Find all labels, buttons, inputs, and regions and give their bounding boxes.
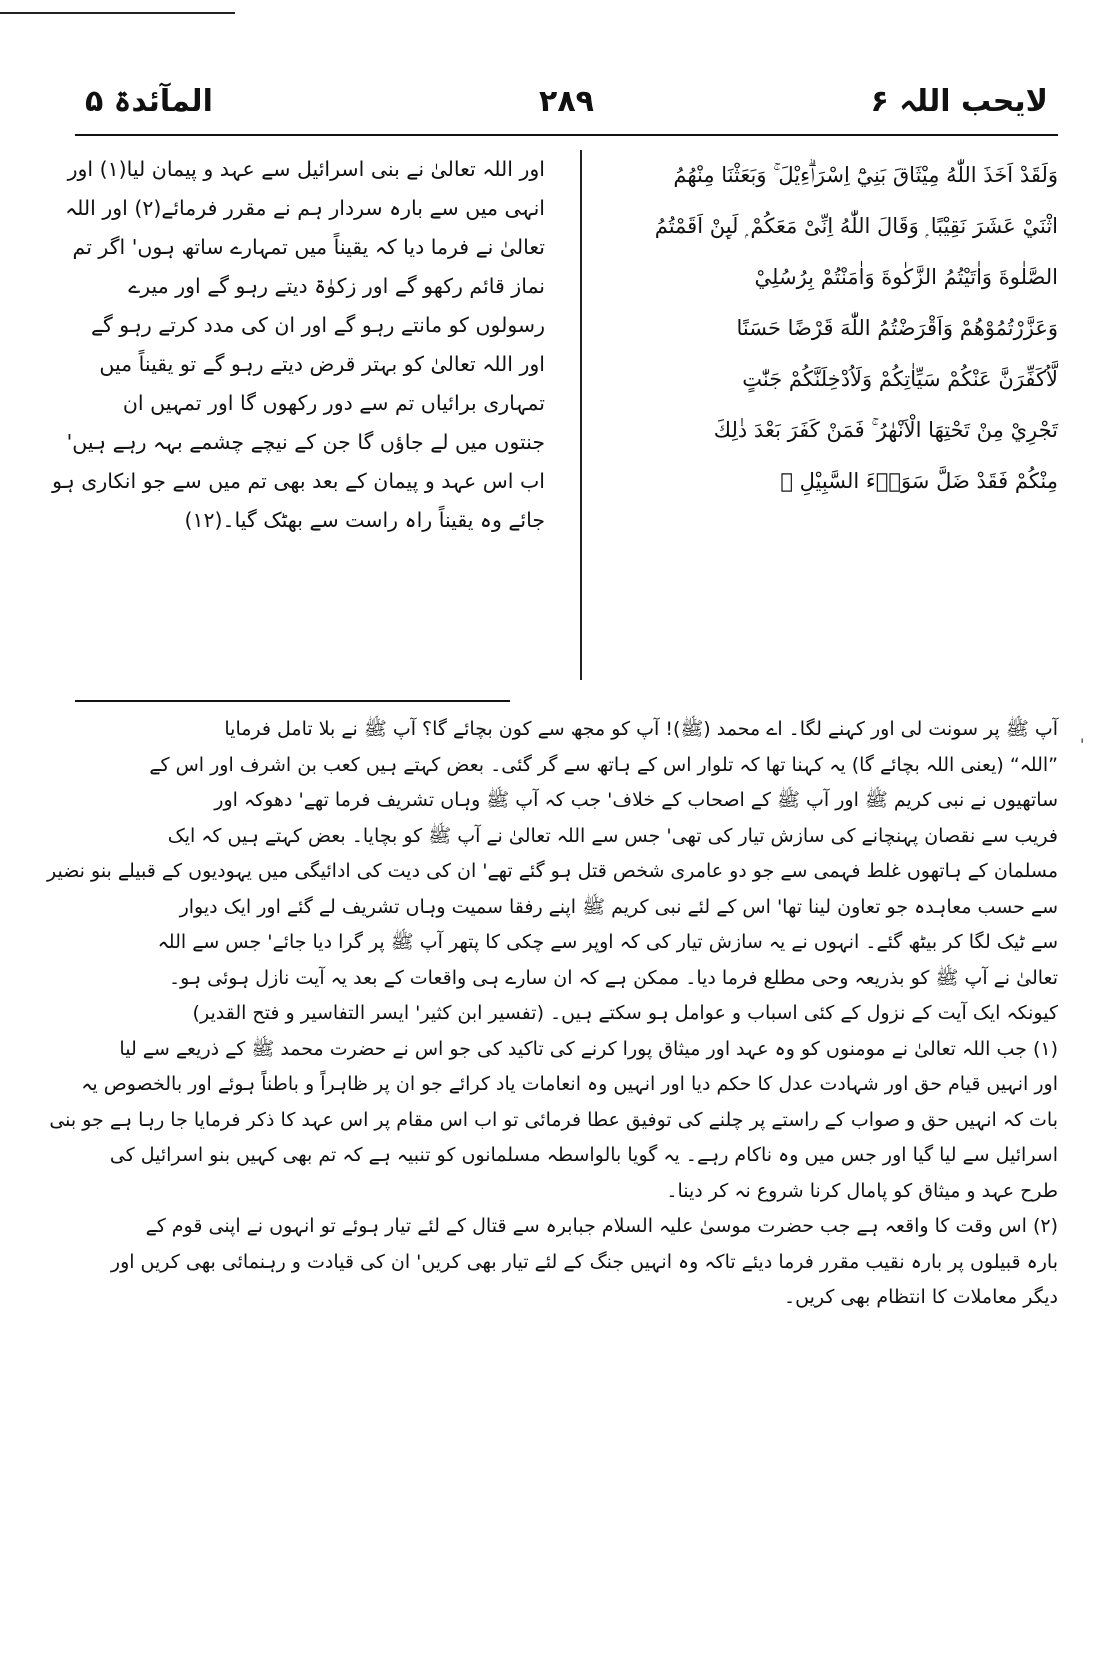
footnote-rule [75,700,510,702]
commentary-line: سے حسب معاہدہ جو تعاون لینا تھا' اس کے لئے نبی کریم ﷺ اپنے رفقا سمیت وہاں تشریف لے گئے اور ایک دیوار [179,895,1058,918]
translation-line: تعالیٰ نے فرما دیا کہ یقیناً میں تمہارے ساتھ ہوں' اگر تم [72,235,545,259]
arabic-line: الصَّلٰوةَ وَاٰتَيْتُمُ الزَّكٰوةَ وَاٰمَنْتُمْ بِرُسُلِيْ [754,265,1058,289]
footnote-line: (۱) جب اللہ تعالیٰ نے مومنوں کو وہ عہد اور میثاق پورا کرنے کی تاکید کی جو اس نے حضرت محمد ﷺ کے ذریعے سے لیا [119,1037,1058,1060]
arabic-line: مِنْكُمْ فَقَدْ ضَلَّ سَوَاۗءَ السَّبِيْلِ ⑫ [780,469,1058,493]
footnote-line: بارہ قبیلوں پر بارہ نقیب مقرر فرما دیئے تاکہ وہ انہیں جنگ کے لئے تیار بھی کریں' ان کی قیادت و رہنمائی بھی کریں اور [110,1250,1058,1273]
arabic-line: وَعَزَّرْتُمُوْهُمْ وَاَقْرَضْتُمُ اللّٰهَ قَرْضًا حَسَنًا [736,316,1058,340]
translation-line: جنتوں میں لے جاؤں گا جن کے نیچے چشمے بہہ رہے ہیں' [66,430,545,454]
juz-name: لایحب اللہ ۶ [870,84,1048,119]
commentary-line: آپ ﷺ پر سونت لی اور کہنے لگا۔ اے محمد (ﷺ)! آپ کو مجھ سے کون بچائے گا؟ آپ ﷺ نے بلا تامل فرمایا [224,718,1058,740]
translation-line: نماز قائم رکھو گے اور زکوٰۃ دیتے رہو گے اور میرے [128,274,545,298]
footnote-line: طرح عہد و میثاق کو پامال کرنا شروع نہ کر دینا۔ [666,1179,1058,1202]
translation-line: اب اس عہد و پیمان کے بعد بھی تم میں سے جو انکاری ہو [52,469,545,493]
arabic-line: اثْنَيْ عَشَرَ نَقِيْبًا ۭ وَقَالَ اللّٰهُ اِنِّىْ مَعَكُمْ ۭ لَىِٕنْ اَقَمْتُمُ [654,214,1058,238]
footnote-line: بات کہ انہیں حق و صواب کے راستے پر چلنے کی توفیق عطا فرمائی تو اب اس مقام پر اس عہد کا ذکر فرمایا جا رہا ہے جو بنی [49,1108,1058,1131]
commentary-line: ساتھیوں نے نبی کریم ﷺ اور آپ ﷺ کے اصحاب کے خلاف' جب کہ آپ ﷺ وہاں تشریف فرما تھے' دھوکہ اور [214,789,1058,811]
top-edge-rule [0,12,235,14]
arabic-line: تَجْرِيْ مِنْ تَحْتِهَا الْاَنْهٰرُ ۚ فَمَنْ كَفَرَ بَعْدَ ذٰلِكَ [713,418,1058,442]
footnote-line: اسرائیل سے لیا گیا اور جس میں وہ ناکام رہے۔ یہ گویا بالواسطہ مسلمانوں کو تنبیہ ہے کہ تم بھی کہیں بنو اسرائیل کی [109,1144,1058,1166]
commentary-line: کیونکہ ایک آیت کے نزول کے کئی اسباب و عوامل ہو سکتے ہیں۔ (تفسیر ابن کثیر' ایسر التفاسیر و فتح القدیر) [192,1002,1058,1024]
translation-line: تمہاری برائیاں تم سے دور رکھوں گا اور تمہیں ان [122,391,545,415]
footnote-line: اور انہیں قیام حق اور شہادت عدل کا حکم دیا اور انہیں وہ انعامات یاد کرائے جو ان پر ظاہراً و باطناً ہوئے اور بالخصوص یہ [81,1073,1058,1095]
commentary-section [46,712,1058,1316]
arabic-verse-column [573,150,1058,507]
surah-name: المآئدۃ ۵ [85,84,213,119]
translation-line: رسولوں کو مانتے رہو گے اور ان کی مدد کرتے رہو گے [90,313,545,337]
footnote-line: دیگر معاملات کا انتظام بھی کریں۔ [783,1286,1058,1308]
commentary-line: مسلمان کے ہاتھوں غلط فہمی سے جو دو عامری شخص قتل ہو گئے تھے' ان کی دیت کی ادائیگی میں یہودیوں کے قبیلے بنو نضیر [46,860,1058,882]
translation-line: اور اللہ تعالیٰ نے بنی اسرائیل سے عہد و پیمان لیا(۱) اور [67,157,545,181]
page-number: ۲۸۹ [539,84,594,119]
commentary-line: سے ٹیک لگا کر بیٹھ گئے۔ انہوں نے یہ سازش تیار کی کہ اوپر سے چکی کا پتھر آپ ﷺ پر گرا دیا جائے' جس سے اللہ [157,931,1058,953]
commentary-line: تعالیٰ نے آپ ﷺ کو بذریعہ وحی مطلع فرما دیا۔ ممکن ہے کہ ان سارے ہی واقعات کے بعد یہ آیت نازل ہوئی ہو۔ [169,966,1058,989]
arabic-line: لَّاُكَفِّرَنَّ عَنْكُمْ سَيِّاٰتِكُمْ وَلَاُدْخِلَنَّكُمْ جَنّٰتٍ [742,367,1058,391]
column-divider [580,150,582,680]
commentary-line: فریب سے نقصان پہنچانے کی سازش تیار کی تھی' جس سے اللہ تعالیٰ نے آپ ﷺ کو بچایا۔ بعض کہتے ہیں کہ ایک [167,824,1058,847]
footnote-line: (۲) اس وقت کا واقعہ ہے جب حضرت موسیٰ علیہ السلام جبابرہ سے قتال کے لئے تیار ہوئے تو انہوں نے اپنی قوم کے [145,1215,1058,1237]
translation-line: اور اللہ تعالیٰ کو بہتر قرض دیتے رہو گے تو یقیناً میں [99,352,545,376]
verse-section [52,150,1058,680]
translation-line: جائے وہ یقیناً راہ راست سے بھٹک گیا۔(۱۲) [184,508,545,532]
translation-line: انہی میں سے بارہ سردار ہم نے مقرر فرمائے(۲) اور اللہ [65,196,545,220]
header-rule [75,134,1058,136]
page-header [75,80,1058,136]
urdu-translation-column [52,150,545,540]
margin-mark: ' [1080,735,1085,754]
commentary-line: ”اللہ“ (یعنی اللہ بچائے گا) یہ کہنا تھا کہ تلوار اس کے ہاتھ سے گر گئی۔ بعض کہتے ہیں کعب بن اشرف اور اس کے [149,753,1058,776]
arabic-line: وَلَقَدْ اَخَذَ اللّٰهُ مِيْثَاقَ بَنِيْٓ اِسْرَاۗءِيْلَ ۚ وَبَعَثْنَا مِنْهُمُ [673,163,1058,187]
